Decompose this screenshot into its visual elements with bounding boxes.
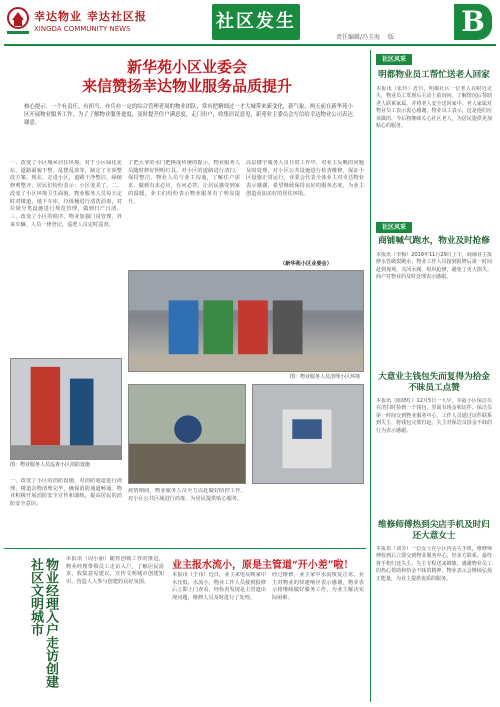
section-title: 社区发生 xyxy=(216,11,296,32)
logo-title: 幸达物业 幸达社区报 xyxy=(34,10,147,23)
vertical-headline: 物业经理入户走访创建社区文明城市 xyxy=(28,558,58,688)
lead-photo-2-caption: 图：物业服务人员巡查小区消防设施 xyxy=(10,462,91,468)
sidebar-tag-1: 社区风采 xyxy=(376,54,412,65)
lead-photo-1-caption: 图：物业服务人员清理小区环境 xyxy=(290,374,361,380)
page-label: 版 xyxy=(387,34,394,41)
sidebar-tag-2: 社区风采 xyxy=(376,222,412,233)
logo-subtitle: XINGDA COMMUNITY NEWS xyxy=(34,25,131,33)
sidebar-headline-2: 商铺喊气跑水，物业及时抢修 xyxy=(378,236,490,246)
lead-column-3: 高层楼宇服务人员日常工作中，对业主反映的问题及时处理，对小区公共设施进行检查维修，保证小区设施正常运行。业委会代表全体业主对幸达物业表示感谢，希望继续保持良好的服务态度，为业主创造更加美好的居住环境。 xyxy=(246,160,364,197)
lead-photo-3 xyxy=(128,384,246,484)
sidebar-body-2: 本报讯（李梅）2019年11月29日上午，商铺业主报修水管破裂跑水，物业工作人员接到报修后第一时间赶到现场，关闭水阀，组织抢修，避免了更大损失。商户对物业的及时处理表示感谢。 xyxy=(376,252,492,281)
lead-column-2: 了把大爷的水门把换成传统的提示，物业服务人员随时修好照明灯具。对小区的道路进行清扫，保持整洁。物业人员与业主沟通，了解住户需求，做到有求必应，有问必答，让居民感受到家的温暖。业主们纷纷表示物业服务有了明显提升。 xyxy=(128,160,240,205)
lead-photo-1 xyxy=(128,270,364,372)
lead-column-1: 一、改变了小区城乡居住环境。对于小区绿化花坛、道路面貌不整、乱摆乱放等，制定了专项整改方案。现在，走进小区，道路干净整洁，绿植修剪整齐，居民们纷纷表示：小区变美了。二、改变了小区环境卫生面貌。物业服务人员每天定时对楼道、地下车库、垃圾桶进行清洗消毒，对垃圾分类设施进行规范管理，做到日产日清。三、改变了小区的秩序。物业加强门岗管理，外来车辆、人员一律登记，巡逻人员定时巡查。 xyxy=(10,160,122,228)
page-letter-badge: B xyxy=(454,4,492,40)
lead-headline xyxy=(8,58,366,96)
sidebar-headline-1: 明都物业员工帮忙送老人回家 xyxy=(378,70,490,80)
bottom-column-c: 经过维修，业主家中水流恢复正常。业主对物业的快速响应表示感谢，物业表示将继续做好服务工作，为业主解决实际困难。 xyxy=(272,572,364,602)
bottom-divider xyxy=(4,548,366,549)
sidebar-body-1: 本报讯（张玲）近日，明都社区一位老人在附近走失，物业员工发现后主动上前询问，了解情况后帮助老人联系家属，并将老人安全送回家中。老人家属对物业员工表示衷心感谢。物业员工表示，这是他们应该做的，今后将继续关心社区老人，为居民提供更加贴心的服务。 xyxy=(376,86,492,130)
masthead xyxy=(0,0,500,46)
bottom-headline: 业主报水流小，原是主管道“开小差”啦！ xyxy=(172,560,354,571)
lead-source: （新华苑小区业委会） xyxy=(280,261,332,267)
bottom-column-b: 本报讯（王伟）近日，业主来电反映家中水压低、水流小，物业工作人员接到报修后立即上门查看，经检查发现是主管道出现问题，维修人员及时进行了处理。 xyxy=(172,572,266,602)
photo-placeholder-icon xyxy=(129,271,363,371)
lead-column-2b: 疫情期间，物业服务人员全力以赴做好防控工作，对小区公共区域进行消毒，为居民提供贴心服务。 xyxy=(128,488,246,502)
lead-photo-4 xyxy=(252,384,364,484)
sidebar-body-4: 本报讯（刘芳）一位女士在小区内丢失手机，维修师傅捡到后立即交到物业服务中心，经多方联系，最终将手机归还失主。失主专程送来锦旗，感谢物业员工的热心帮助和拾金不昧的精神。物业表示会继续弘扬正能量，为业主提供优质的服务。 xyxy=(376,546,492,582)
photo-placeholder-icon xyxy=(11,359,121,459)
lead-headline-line2: 来信赞扬幸达物业服务品质提升 xyxy=(81,77,292,95)
lead-photo-2 xyxy=(10,358,122,460)
photo-placeholder-icon xyxy=(253,385,363,483)
sidebar-headline-3: 大意业主钱包失而复得为拾金不昧员工点赞 xyxy=(378,372,490,393)
lead-column-1b: 一、改变了小区的消防设施，对消防通道进行清理，楼道杂物清理完毕，确保消防通道畅通。物业积极开展消防安全宣传和演练，提高居民的消防安全意识。 xyxy=(10,478,122,508)
sidebar-body-3: 本报讯（陈晓红）12月5日一大早，幸福小区保洁员在清扫时捡到一个钱包，里面有现金和证件。保洁员第一时间交到物业服务中心，工作人员通过证件联系到失主，将钱包完璧归赵。失主对保洁员拾金不昧的行为表示感谢。 xyxy=(376,398,492,434)
newspaper-logo xyxy=(4,6,147,40)
lead-headline-line1: 新华苑小区业委会 xyxy=(126,58,247,76)
bottom-column-a: 本报讯（周小丽）随着创城工作的推进，物业经理带领员工走访入户，了解居民需求，收集意见建议，宣传文明城市创建知识，营造人人参与创建的良好氛围。 xyxy=(66,556,164,586)
lead-abstract: 核心提示：一个有责任、有担当、亦兵亦一定的综合管理者周的物业团队，常有把精细过一才大城带来新变化，新气象。两天前在新华苑小区开展物业服务工作，为了了解物业服务进度，及时提升住户满意度，走门串户，收集居民意见，新苑业主委员会写信给幸达物业公司表达谢意。 xyxy=(24,104,353,126)
section-banner xyxy=(212,4,300,40)
editor-credit: 责任编辑/冯玉海 xyxy=(336,34,381,41)
photo-placeholder-icon xyxy=(129,385,245,483)
logo-emblem-icon xyxy=(4,6,32,38)
sidebar-headline-4: 维修师傅热到尖店手机及时归还大意女士 xyxy=(378,520,490,541)
header-divider xyxy=(4,44,496,46)
editor-line xyxy=(336,32,400,41)
